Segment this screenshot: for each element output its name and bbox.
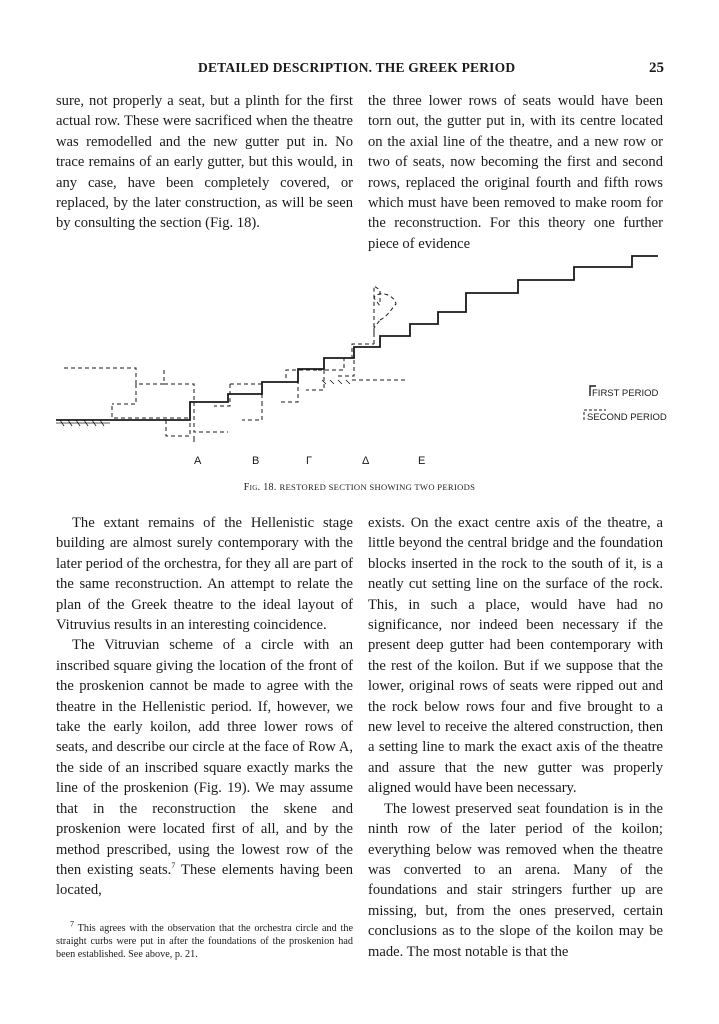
- paragraph-tail: These elements having been located,: [56, 861, 353, 899]
- bottom-right-column: [368, 513, 663, 962]
- footnote: [56, 919, 353, 961]
- caption-lead: Fig. 18.: [243, 482, 277, 493]
- top-left-column: [56, 91, 353, 234]
- caption-text: RESTORED SECTION SHOWING TWO PERIODS: [279, 482, 476, 492]
- paragraph: The extant remains of the Hellenistic stage building are almost surely contemporary with the later period of the orchestra, for they all are part of the same reconstruction. An attempt to relate the plan of the Greek theatre to the ideal layout of Vitruvius results in an interesting coincidence.: [56, 515, 353, 634]
- footnote-reference[interactable]: 7: [171, 861, 176, 871]
- footnote-mark: 7: [70, 919, 74, 929]
- top-right-column: [368, 91, 663, 254]
- row-label-e: E: [418, 455, 426, 467]
- footnote-text: This agrees with the observation that the orchestra circle and the straight curbs were put in after the foundations of the proskenion had been established. See above, p. 21.: [56, 923, 353, 960]
- row-label-gamma: Γ: [306, 455, 313, 467]
- paragraph: sure, not properly a seat, but a plinth for the first actual row. These were sacrificed when the theatre was remodelled and the new gutter put in. No trace remains of an early gutter, but this would, in any case, have been completely covered, or replaced, by the later construction, as will be seen by consulting the section (Fig. 18).: [56, 93, 353, 232]
- running-head: DETAILED DESCRIPTION. THE GREEK PERIOD: [198, 60, 516, 75]
- figure-legend: [584, 386, 667, 423]
- page-number: 25: [649, 60, 664, 76]
- first-period-profile: [56, 256, 658, 420]
- row-label-a: A: [194, 455, 202, 467]
- paragraph: The lowest preserved seat foundation is in the ninth row of the later period of the koilon; everything below was removed when the theatre was converted to an arena. Many of the foundations and stair stringers further up are missing, but, from the ones preserved, certain conclusions as to the slope of the koilon may be made. The most notable is that the: [368, 800, 663, 960]
- page-header: [56, 60, 664, 80]
- legend-first-period: FIRST PERIOD: [592, 388, 659, 399]
- paragraph: exists. On the exact centre axis of the theatre, a little beyond the central bridge and the foundation blocks inserted in the rock to the south of it, is a neatly cut setting line on the surface of the rock. This, in such a place, would have had no significance, nor indeed been necessary if the present deep gutter had been contemporary with the rest of the koilon. But if we suppose that the lower, original rows of seats were ripped out and the rock below rows four and five brought to a new level to receive the altered construction, then a setting line to mark the exact axis of the theatre and assure that the new gutter was properly aligned would have been necessary.: [368, 515, 663, 797]
- row-label-delta: Δ: [362, 455, 370, 467]
- row-labels: [194, 455, 425, 467]
- figure-caption: [0, 482, 719, 493]
- second-period-profile: [64, 286, 408, 436]
- row-label-b: B: [252, 455, 260, 467]
- figure-section-drawing: [56, 250, 676, 470]
- bottom-left-column: [56, 513, 353, 901]
- paragraph: [56, 635, 353, 900]
- legend-second-period: SECOND PERIOD: [587, 412, 667, 423]
- paragraph-text: The Vitruvian scheme of a circle with an inscribed square giving the location of the front of the proskenion cannot be made to agree with the theatre in the Hellenistic period. If, however, we take the early koilon, add three lower rows of seats, and describe our circle at the face of Row A, the side of an inscribed square exactly marks the line of the proskenion (Fig. 19). We may assume that in the reconstruction the skene and proskenion were located first of all, and by the method prescribed, using the lowest row of the then existing seats.: [56, 637, 353, 878]
- section-svg: [56, 250, 676, 470]
- paragraph: the three lower rows of seats would have been torn out, the gutter put in, with its centre located on the axial line of the theatre, and a new row or two of seats, now becoming the first and second rows, replaced the original fourth and fifth rows which must have been removed to make room for the reconstruction. For this theory one further piece of evidence: [368, 93, 663, 252]
